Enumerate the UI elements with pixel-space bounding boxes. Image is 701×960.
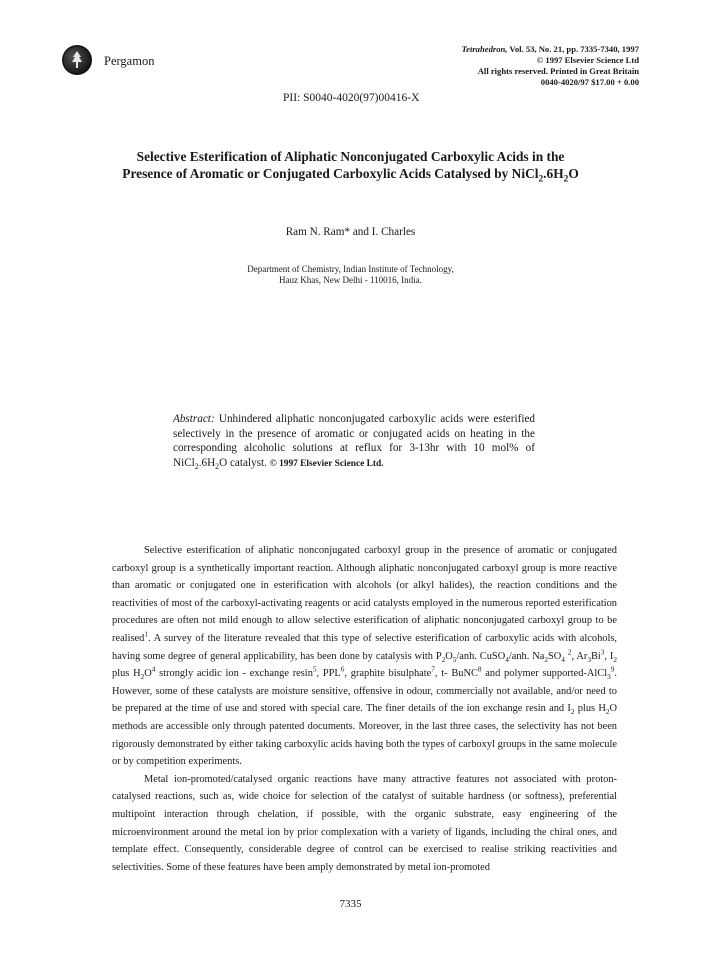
journal-line-1: Tetrahedron, Vol. 53, No. 21, pp. 7335-7340, 1997	[461, 44, 639, 54]
publisher-name: Pergamon	[104, 54, 155, 68]
page-number: 7335	[339, 898, 362, 910]
journal-citation	[349, 44, 639, 88]
journal-line-3: All rights reserved. Printed in Great Britain	[477, 66, 639, 76]
abstract-copyright: © 1997 Elsevier Science Ltd.	[269, 458, 384, 469]
affiliation: Department of Chemistry, Indian Institute of Technology, Hauz Khas, New Delhi - 110016, India.	[247, 264, 454, 285]
journal-line-2: © 1997 Elsevier Science Ltd	[536, 55, 639, 65]
body-paragraph-2: Metal ion-promoted/catalysed organic reactions have many attractive features not associated with proton-catalysed reactions, such as, wide choice for selection of the catalyst of suitable hardness (or softness), preferential multipoint interaction through chelation, if possible, with the organic substrate, easy engineering of the microenvironment around the metal ion by prior complexation with a variety of ligands, including the chiral ones, and template effect. Consequently, considerable degree of control can be exercised to realise striking reactivities and selectivities. Some of these features have been amply demonstrated by metal ion-promoted	[112, 773, 617, 873]
tree-emblem-icon	[62, 45, 92, 75]
journal-line-4: 0040-4020/97 $17.00 + 0.00	[540, 77, 639, 87]
journal-name: Tetrahedron,	[461, 44, 508, 54]
body-paragraph-1: Selective esterification of aliphatic nonconjugated carboxyl group in the presence of aromatic or conjugated carboxyl group is a synthetically important reaction. Although aliphatic nonconjugated carboxyl group is more reactive than aromatic or conjugated one in esterification with alcohols (or alkyl halides), the reaction conditions and the reactivities of most of the carboxyl-activating reagents or acid catalysts employed in the numerous reported esterification procedures are often not mild enough to allow selective esterification of aliphatic nonconjugated carboxyl group to be realised$^1$. A survey of the literature revealed that this type of selective esterification of carboxylic acids with alcohols, having some degree of general applicability, has been done by catalysis with $P_2O_5$/anh. CuSO$_4$/anh. $Na_2SO_4$ $^2$, $Ar_3Bi^3$, $I_2$ plus $H_2O^4$ strongly acidic ion - exchange resin$^5$, PPL$^6$, graphite bisulphate$^7$, t- BuNC$^8$ and polymer supported-AlCl$_3^9$. However, some of these catalysts are moisture sensitive, offensive in odour, commercially not available, and/or need to be prepared at the time of use and stored with special care. The finer details of the ion exchange resin and $I_2$ plus $H_2O$ methods are accessible only through patented documents. Moreover, in the last three cases, the selectivity has not been rigorously demonstrated by either taking carboxylic acids having both the types of carboxyl groups in the same molecule or by competition experiments.	[112, 545, 617, 768]
author-list: Ram N. Ram* and I. Charles	[285, 226, 416, 238]
abstract: Abstract: Unhindered aliphatic nonconjugated carboxylic acids were esterified selectively in the presence of aromatic or conjugated acids on heating in the corresponding alcoholic solutions at reflux for 3-13hr with 10 mol% of $NiCl_2.6H_2O$ catalyst. © 1997 Elsevier Science Ltd.	[173, 413, 535, 472]
abstract-label: Abstract:	[173, 413, 215, 425]
paper-title: Selective Esterification of Aliphatic Nonconjugated Carboxylic Acids in the Presence of Aromatic or Conjugated Carboxylic Acids Catalysed by $NiCl_2.6H_2O$	[122, 149, 579, 185]
body-text	[112, 542, 617, 876]
pergamon-logo	[62, 45, 92, 75]
pii-identifier: PII: S0040-4020(97)00416-X	[283, 92, 420, 104]
